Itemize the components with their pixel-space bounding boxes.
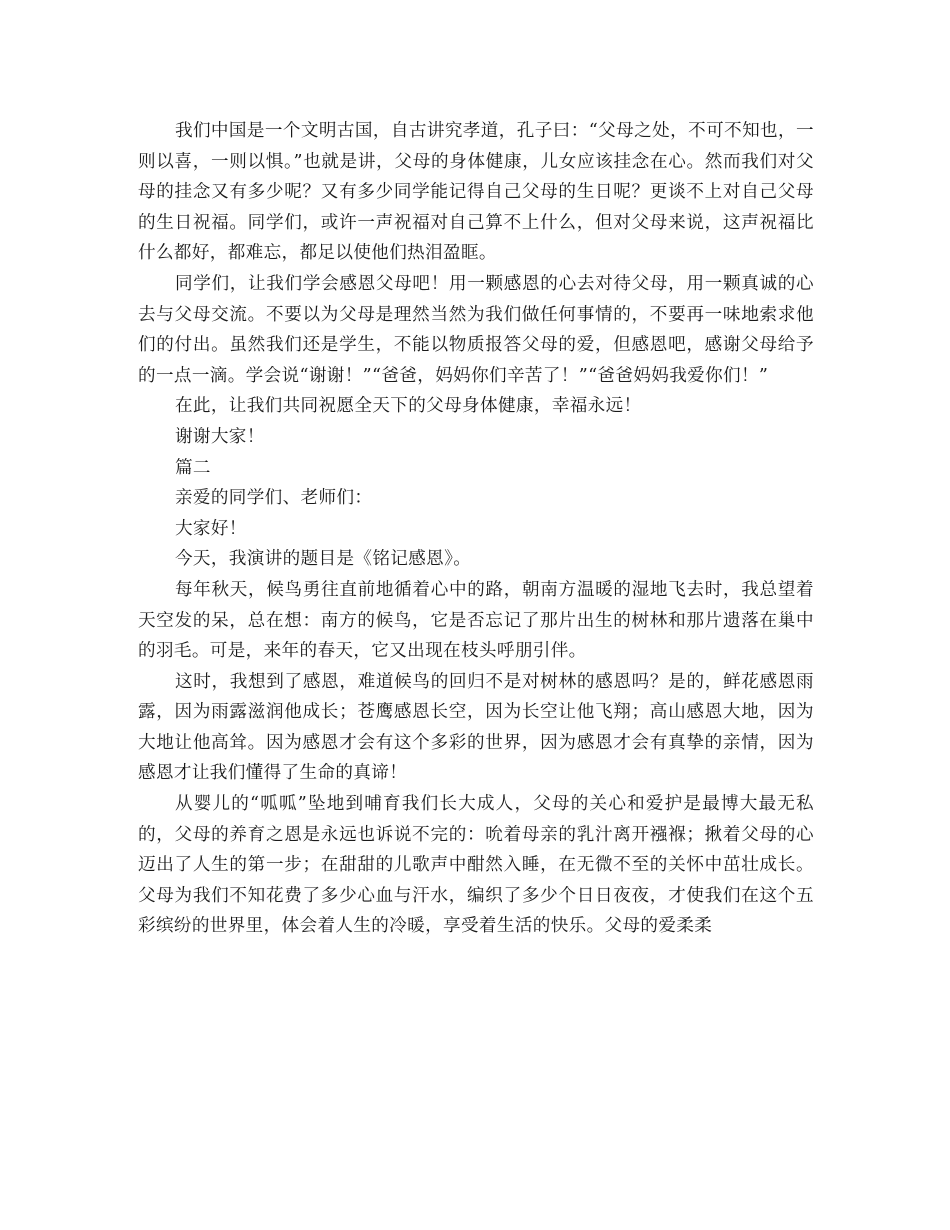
paragraph-filial-piety: 我们中国是一个文明古国，自古讲究孝道，孔子曰：“父母之处，不可不知也，一则以喜，一则以惧。”也就是讲，父母的身体健康，儿女应该挂念在心。然而我们对父母的挂念又有多少呢？又有多少同学能记得自己父母的生日呢？更谈不上对自己父母的生日祝福。同学们，或许一声祝福对自己算不上什么，但对父母来说，这声祝福比什么都好，都难忘，都足以使他们热泪盈眶。 bbox=[138, 121, 814, 264]
paragraph-migratory-birds: 每年秋天，候鸟勇往直前地循着心中的路，朝南方温暖的湿地飞去时，我总望着天空发的呆，总在想：南方的候鸟，它是否忘记了那片出生的树林和那片遗落在巢中的羽毛。可是，来年的春天，它又出现在枝头呼朋引伴。 bbox=[138, 579, 814, 662]
paragraph-greeting: 大家好！ bbox=[174, 518, 247, 539]
section-heading: 篇二 bbox=[174, 457, 211, 478]
paragraph-speech-title: 今天，我演讲的题目是《铭记感恩》。 bbox=[174, 549, 472, 570]
paragraph-learn-gratitude: 同学们，让我们学会感恩父母吧！用一颗感恩的心去对待父母，用一颗真诚的心去与父母交流。不要以为父母是理然当然为我们做任何事情的，不要再一味地索求他们的付出。虽然我们还是学生，不能以物质报答父母的爱，但感恩吧，感谢父母给予的一点一滴。学会说“谢谢！”“爸爸，妈妈你们辛苦了！”“爸爸妈妈我爱你们！” bbox=[138, 273, 814, 386]
paragraph-salutation: 亲爱的同学们、老师们： bbox=[174, 488, 373, 509]
document-body bbox=[138, 116, 814, 942]
paragraph-gratitude-nature: 这时，我想到了感恩，难道候鸟的回归不是对树林的感恩吗？是的，鲜花感恩雨露，因为雨露滋润他成长；苍鹰感恩长空，因为长空让他飞翔；高山感恩大地，因为大地让他高耸。因为感恩才会有这个多彩的世界，因为感恩才会有真挚的亲情，因为感恩才让我们懂得了生命的真谛！ bbox=[138, 671, 814, 784]
paragraph-thanks: 谢谢大家！ bbox=[174, 426, 265, 447]
paragraph-parents-love: 从婴儿的“呱呱”坠地到哺育我们长大成人，父母的关心和爱护是最博大最无私的，父母的养育之恩是永远也诉说不完的：吮着母亲的乳汁离开襁褓；揪着父母的心迈出了人生的第一步；在甜甜的儿歌声中酣然入睡，在无微不至的关怀中茁壮成长。父母为我们不知花费了多少心血与汗水，编织了多少个日日夜夜，才使我们在这个五彩缤纷的世界里，体会着人生的冷暖，享受着生活的快乐。父母的爱柔柔 bbox=[138, 794, 814, 937]
paragraph-wishes: 在此，让我们共同祝愿全天下的父母身体健康，幸福永远！ bbox=[174, 396, 642, 417]
